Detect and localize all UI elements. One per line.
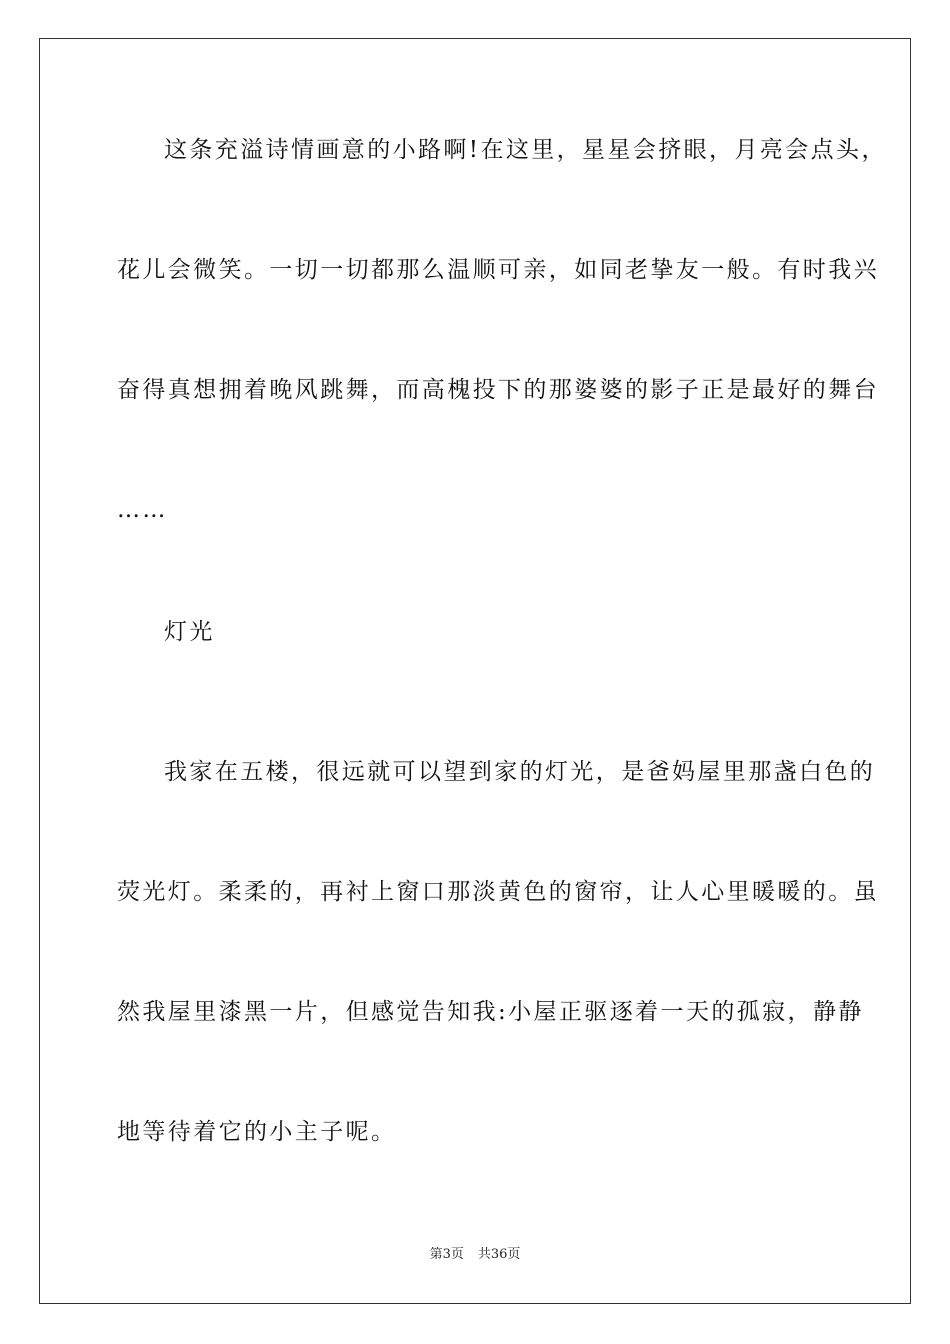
page-total: 共36页: [477, 1247, 521, 1262]
paragraph-2-line-3: 然我屋里漆黑一片，但感觉告知我:小屋正驱逐着一天的孤寂，静静: [117, 999, 864, 1025]
paragraph-2-line-2: 荧光灯。柔柔的，再衬上窗口那淡黄色的窗帘，让人心里暖暖的。虽: [117, 879, 879, 905]
page-number: 第3页: [429, 1247, 464, 1262]
paragraph-1-line-3: 奋得真想拥着晚风跳舞，而高槐投下的那婆婆的影子正是最好的舞台: [117, 377, 879, 403]
paragraph-1-line-4: ……: [117, 497, 168, 523]
page-border: [39, 38, 911, 1304]
paragraph-1-line-1: 这条充溢诗情画意的小路啊!在这里，星星会挤眼，月亮会点头，: [164, 137, 887, 163]
paragraph-1-line-2: 花儿会微笑。一切一切都那么温顺可亲，如同老挚友一般。有时我兴: [117, 257, 879, 283]
paragraph-2-line-1: 我家在五楼，很远就可以望到家的灯光，是爸妈屋里那盏白色的: [164, 759, 876, 785]
page-footer: [0, 1246, 950, 1264]
section-heading: 灯光: [164, 619, 215, 645]
paragraph-2-line-4: 地等待着它的小主子呢。: [117, 1119, 397, 1145]
